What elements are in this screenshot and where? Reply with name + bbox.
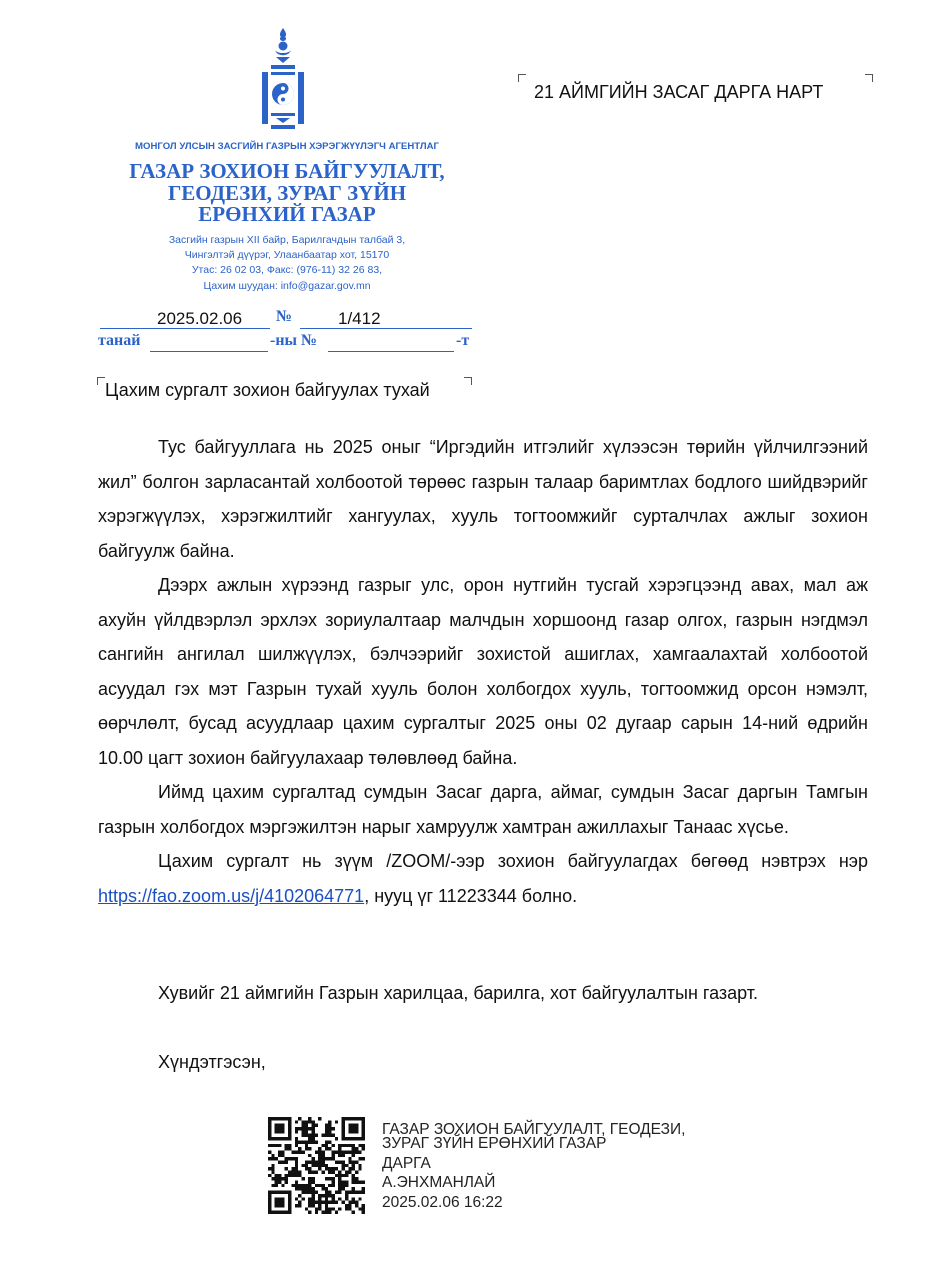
number-sign: № bbox=[276, 308, 293, 325]
body-paragraph-1: Тус байгууллага нь 2025 оныг “Иргэдийн итгэлийг хүлээсэн төрийн үйлчилгээний жил” болгон зарласантай холбоотой төрөөс газрын талаар баримтлах бодлого шийдвэрийг хэрэгжүүлэх, хэрэгжилтийг хангуулах, хууль тогтоомжийг сурталчлах ажлыг зохион байгуулж байна. bbox=[98, 437, 868, 561]
document-date: 2025.02.06 bbox=[157, 309, 243, 328]
reply-suffix: -т bbox=[456, 332, 470, 349]
signature-timestamp: 2025.02.06 16:22 bbox=[382, 1194, 503, 1211]
address-line-2: Чингэлтэй дүүрэг, Улаанбаатар хот, 15170 bbox=[184, 249, 390, 261]
copy-to-line: Хувийг 21 аймгийн Газрын харилцаа, барилга, хот байгуулалтын газарт. bbox=[158, 983, 759, 1003]
agency-name-line-1: ГАЗАР ЗОХИОН БАЙГУУЛАЛТ, bbox=[129, 159, 445, 183]
signature-position: ДАРГА bbox=[382, 1155, 431, 1172]
zoom-link[interactable]: https://fao.zoom.us/j/4102064771 bbox=[98, 885, 365, 906]
document-date-number bbox=[100, 308, 472, 332]
agency-name-line-2: ГЕОДЕЗИ, ЗУРАГ ЗҮЙН bbox=[167, 181, 407, 205]
zoom-password-text: , нууц үг 11223344 болно. bbox=[364, 885, 578, 906]
reply-mid: -ны № bbox=[270, 332, 318, 349]
signature-name: А.ЭНХМАНЛАЙ bbox=[382, 1174, 496, 1191]
ministry-line: МОНГОЛ УЛСЫН ЗАСГИЙН ГАЗРЫН ХЭРЭГЖҮҮЛЭГЧ АГЕНТЛАГ bbox=[135, 141, 439, 152]
signature-org-line-2: ЗУРАГ ЗҮЙН ЕРӨНХИЙ ГАЗАР bbox=[382, 1135, 607, 1152]
zoom-intro-text: Цахим сургалт нь зүүм /ZOOM/-ээр зохион байгуулагдах бөгөөд нэвтрэх нэр bbox=[158, 851, 868, 871]
address-line-1: Засгийн газрын XII байр, Барилгачдын талбай 3, bbox=[168, 234, 406, 246]
closing-line: Хүндэтгэсэн, bbox=[158, 1052, 266, 1072]
subject-corner-left bbox=[97, 377, 105, 385]
address-line-3: Утас: 26 02 03, Факс: (976-11) 32 26 83, bbox=[191, 264, 383, 276]
subject-corner-right bbox=[464, 377, 472, 385]
soyombo-emblem-icon bbox=[258, 28, 308, 132]
recipient: 21 АЙМГИЙН ЗАСАГ ДАРГА НАРТ bbox=[534, 82, 824, 102]
signature-org-line-1: ГАЗАР ЗОХИОН БАЙГУУЛАЛТ, ГЕОДЕЗИ, bbox=[382, 1121, 686, 1138]
document-number: 1/412 bbox=[338, 309, 381, 328]
letter-body bbox=[98, 430, 868, 913]
body-paragraph-3: Иймд цахим сургалтад сумдын Засаг дарга, аймаг, сумдын Засаг даргын Тамгын газрын холбогдох мэргэжилтэн нарыг хамруулж хамтран ажиллахыг Танаас хүсье. bbox=[98, 782, 868, 837]
qr-code-icon bbox=[268, 1117, 365, 1214]
recipient-corner-left bbox=[518, 74, 526, 82]
body-paragraph-4 bbox=[98, 844, 868, 913]
agency-name-line-3: ЕРӨНХИЙ ГАЗАР bbox=[198, 202, 376, 226]
reply-reference bbox=[98, 332, 474, 356]
body-paragraph-2: Дээрх ажлын хүрээнд газрыг улс, орон нутгийн тусгай хэрэгцээнд авах, мал аж ахуйн үйлдвэрлэл эрхлэх зориулалтаар малчдын хоршоонд газар олгох, газрын нэгдмэл сангийн ангилал шилжүүлэх, бэлчээрийг зохистой ашиглах, хамгаалахтай холбоотой асуудал гэх мэт Газрын тухай хууль болон холбогдох хууль, тогтоомжид орсон нэмэлт, өөрчлөлт, бусад асуудлаар цахим сургалтыг 2025 оны 02 дугаар сарын 14-ний өдрийн 10.00 цагт зохион байгуулахаар төлөвлөөд байна. bbox=[98, 575, 868, 768]
email-line: Цахим шуудан: info@gazar.gov.mn bbox=[203, 280, 371, 292]
reply-prefix: танай bbox=[98, 332, 141, 349]
recipient-corner-right bbox=[865, 74, 873, 82]
subject-line: Цахим сургалт зохион байгуулах тухай bbox=[105, 380, 430, 400]
